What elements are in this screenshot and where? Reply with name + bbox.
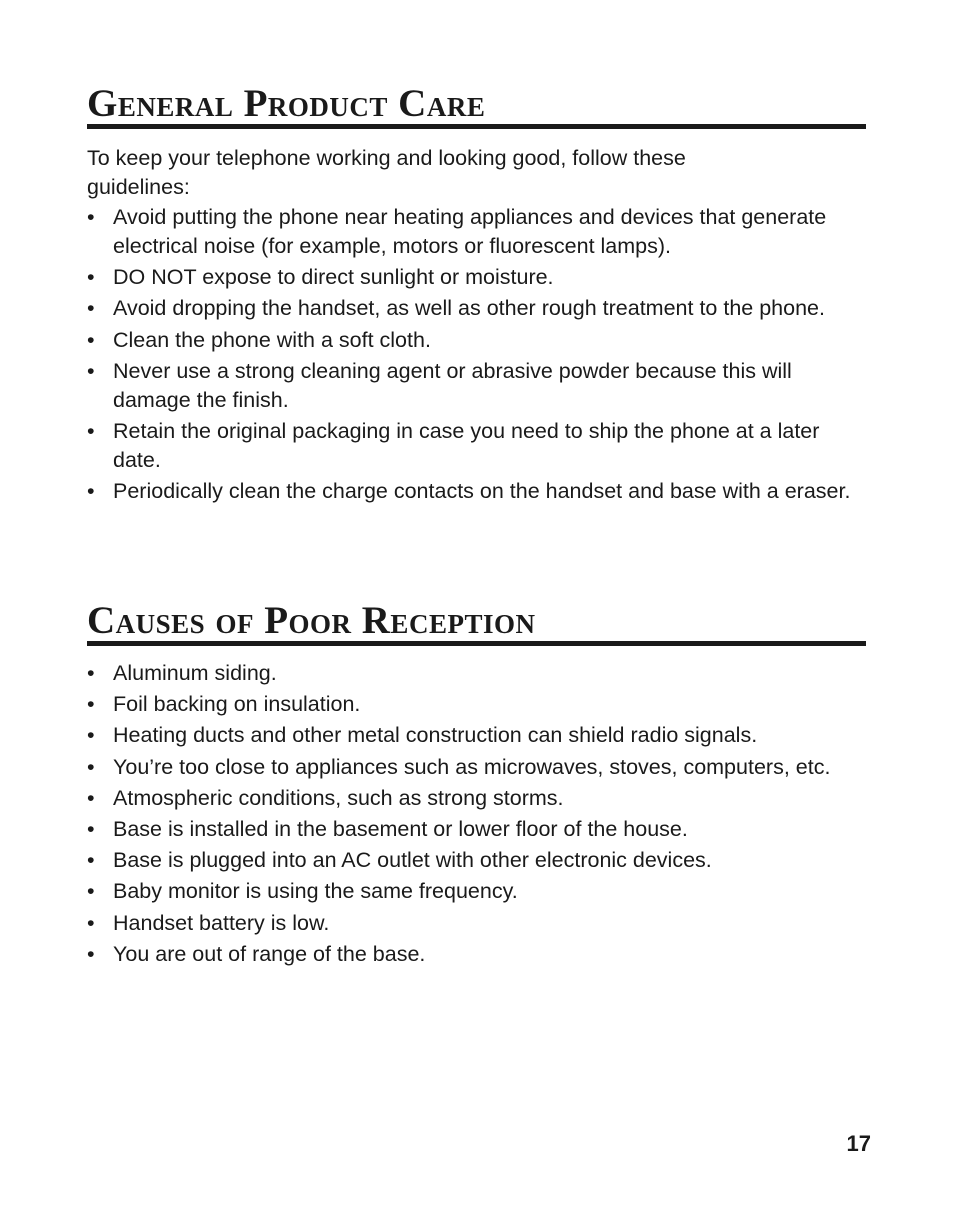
intro-paragraph: To keep your telephone working and looking good, follow these guidelines: xyxy=(87,146,686,199)
list-item: • You are out of range of the base. xyxy=(87,940,867,969)
list-item: • Heating ducts and other metal construction can shield radio signals. xyxy=(87,721,867,750)
list-item: • Handset battery is low. xyxy=(87,909,867,938)
list-item: • Baby monitor is using the same frequency. xyxy=(87,877,867,906)
section-title-causes-of-poor-reception: Causes of Poor Reception xyxy=(87,601,866,646)
bullet-icon: • xyxy=(87,418,95,443)
bullet-icon: • xyxy=(87,816,95,841)
list-item: • Avoid putting the phone near heating appliances and devices that generate electrical noise (for example, motors or fluorescent lamps). xyxy=(87,205,827,258)
bullet-icon: • xyxy=(87,265,95,290)
list-item: • Base is installed in the basement or lower floor of the house. xyxy=(87,815,867,844)
bullet-icon: • xyxy=(87,879,95,904)
bullet-icon: • xyxy=(87,941,95,966)
poor-reception-list xyxy=(87,659,867,971)
bullet-icon: • xyxy=(87,754,95,779)
list-item: • Periodically clean the charge contacts on the handset and base with a eraser. xyxy=(87,477,867,506)
bullet-icon: • xyxy=(87,205,95,229)
list-item: • Base is plugged into an AC outlet with other electronic devices. xyxy=(87,846,867,875)
bullet-icon: • xyxy=(87,785,95,810)
section-title-general-product-care: General Product Care xyxy=(87,84,866,129)
bullet-icon: • xyxy=(87,327,95,352)
list-item: • Clean the phone with a soft cloth. xyxy=(87,326,867,355)
list-item: • Aluminum siding. xyxy=(87,659,867,688)
list-item: • Foil backing on insulation. xyxy=(87,690,867,719)
list-item: • Retain the original packaging in case you need to ship the phone at a later date. xyxy=(87,418,820,472)
page-number: 17 xyxy=(846,1131,871,1156)
general-care-list xyxy=(87,203,867,508)
bullet-icon: • xyxy=(87,479,95,504)
list-item: • DO NOT expose to direct sunlight or moisture. xyxy=(87,263,867,292)
list-item: • You’re too close to appliances such as microwaves, stoves, computers, etc. xyxy=(87,753,867,782)
bullet-icon: • xyxy=(87,910,95,935)
list-item: • Avoid dropping the handset, as well as other rough treatment to the phone. xyxy=(87,294,867,323)
bullet-icon: • xyxy=(87,661,95,685)
bullet-icon: • xyxy=(87,358,95,383)
bullet-icon: • xyxy=(87,296,95,321)
list-item: • Atmospheric conditions, such as strong storms. xyxy=(87,784,867,813)
bullet-icon: • xyxy=(87,692,95,717)
list-item: • Never use a strong cleaning agent or abrasive powder because this will damage the finish. xyxy=(87,358,792,412)
bullet-icon: • xyxy=(87,723,95,748)
bullet-icon: • xyxy=(87,848,95,873)
